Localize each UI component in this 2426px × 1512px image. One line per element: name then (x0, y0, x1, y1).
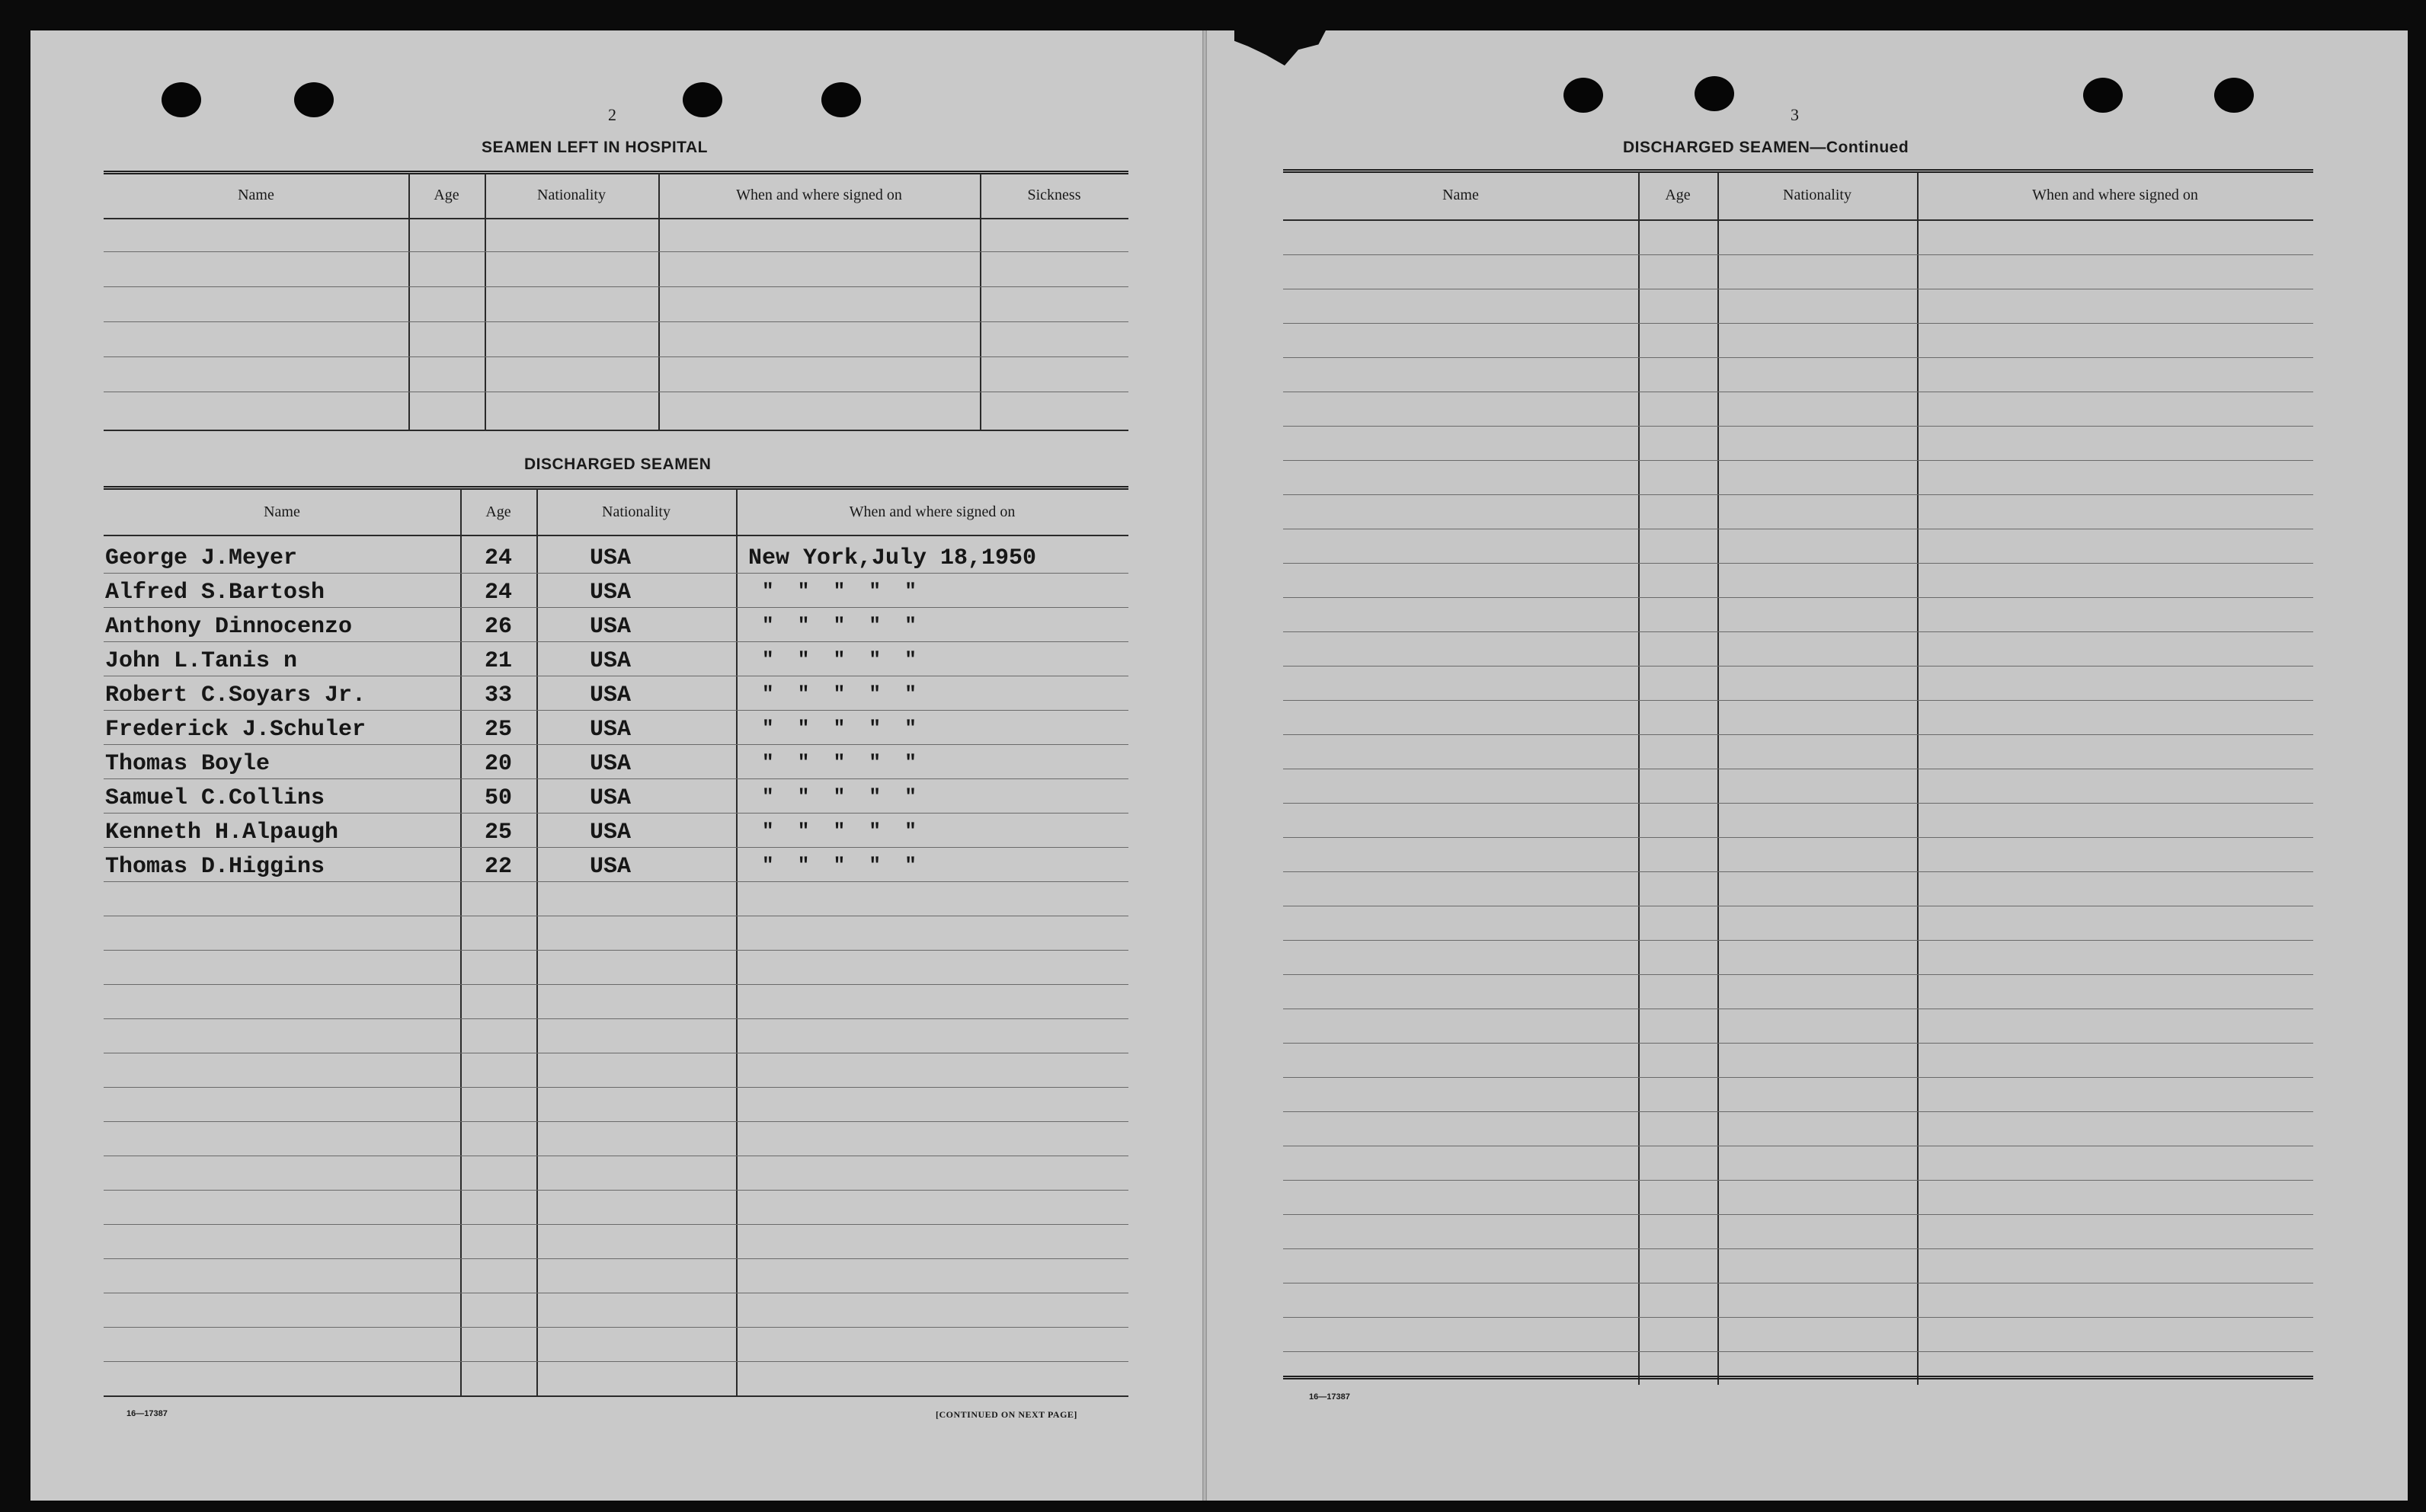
ruled-line (1283, 323, 2313, 324)
ruled-line (1283, 597, 2313, 598)
row-9-signed-on: " " " " " (762, 854, 917, 877)
row-4-signed-on: " " " " " (762, 682, 917, 705)
continued-col-age: Age (1665, 187, 1691, 203)
row-2-name: Anthony Dinnocenzo (105, 614, 353, 640)
punch-hole (1695, 76, 1734, 111)
row-0-name: George J.Meyer (105, 545, 298, 571)
ruled-line (104, 573, 1128, 574)
ruled-line (1283, 357, 2313, 358)
ruled-line (1283, 1214, 2313, 1215)
ruled-line (1283, 1248, 2313, 1249)
row-5-name: Frederick J.Schuler (105, 717, 366, 743)
ruled-line (104, 847, 1128, 848)
row-5-signed-on: " " " " " (762, 717, 917, 740)
hospital-col-signed-on: When and where signed on (736, 187, 902, 203)
row-2-nationality: USA (590, 614, 632, 640)
row-0-nationality: USA (590, 545, 632, 571)
ruled-line (104, 813, 1128, 814)
punch-hole (821, 82, 861, 117)
row-0-signed-on: New York,July 18,1950 (748, 545, 1037, 571)
row-8-nationality: USA (590, 820, 632, 846)
hospital-col-sickness: Sickness (1027, 187, 1081, 203)
ruled-line (1283, 563, 2313, 564)
ruled-line (104, 607, 1128, 608)
continued-col-name: Name (1442, 187, 1479, 203)
row-4-age: 33 (485, 682, 513, 708)
row-7-name: Samuel C.Collins (105, 785, 325, 811)
ruled-line (1283, 631, 2313, 632)
row-7-signed-on: " " " " " (762, 785, 917, 808)
ruled-line (1283, 803, 2313, 804)
row-0-age: 24 (485, 545, 513, 571)
punch-hole (294, 82, 334, 117)
row-9-nationality: USA (590, 854, 632, 880)
row-3-signed-on: " " " " " (762, 648, 917, 671)
ruled-line (1283, 734, 2313, 735)
ruled-line (104, 710, 1128, 711)
form-number-left: 16—17387 (126, 1409, 168, 1418)
punch-hole (2214, 78, 2254, 113)
row-7-age: 50 (485, 785, 513, 811)
hospital-col-name: Name (238, 187, 274, 203)
row-3-age: 21 (485, 648, 513, 674)
page-gutter (1202, 30, 1207, 1501)
ruled-line (1283, 1077, 2313, 1078)
ruled-line (104, 1018, 1128, 1019)
row-6-nationality: USA (590, 751, 632, 777)
ruled-line (1283, 1180, 2313, 1181)
row-5-age: 25 (485, 717, 513, 743)
ruled-line (104, 641, 1128, 642)
row-9-name: Thomas D.Higgins (105, 854, 325, 880)
ruled-line (1283, 1351, 2313, 1352)
discharged-col-signed-on: When and where signed on (849, 503, 1016, 520)
row-6-name: Thomas Boyle (105, 751, 270, 777)
discharged-continued-title (1623, 139, 1909, 157)
discharged-col-age: Age (485, 503, 511, 520)
continued-col-nationality: Nationality (1783, 187, 1852, 203)
form-number-right: 16—17387 (1309, 1392, 1350, 1402)
page-number: 2 (608, 105, 616, 124)
row-1-signed-on: " " " " " (762, 580, 917, 603)
row-4-name: Robert C.Soyars Jr. (105, 682, 366, 708)
row-2-signed-on: " " " " " (762, 614, 917, 637)
ruled-line (1283, 1317, 2313, 1318)
ruled-line (104, 984, 1128, 985)
row-7-nationality: USA (590, 785, 632, 811)
ruled-line (1283, 1043, 2313, 1044)
continued-col-signed-on: When and where signed on (2032, 187, 2198, 203)
ruled-line (1283, 254, 2313, 255)
row-6-age: 20 (485, 751, 513, 777)
ruled-line (1283, 460, 2313, 461)
row-9-age: 22 (485, 854, 513, 880)
ruled-line (1283, 974, 2313, 975)
page-number-right: 3 (1791, 105, 1799, 124)
discharged-col-nationality: Nationality (602, 503, 671, 520)
ruled-line (1283, 700, 2313, 701)
row-1-age: 24 (485, 580, 513, 606)
row-2-age: 26 (485, 614, 513, 640)
right-page (1204, 30, 2408, 1501)
ruled-line (104, 881, 1128, 882)
ruled-line (104, 744, 1128, 745)
row-3-nationality: USA (590, 648, 632, 674)
continued-note: [CONTINUED ON NEXT PAGE] (936, 1409, 1077, 1420)
hospital-section-title: SEAMEN LEFT IN HOSPITAL (482, 139, 708, 156)
ruled-line (1283, 871, 2313, 872)
ruled-line (104, 1361, 1128, 1362)
ruled-line (1283, 1111, 2313, 1112)
row-6-signed-on: " " " " " (762, 751, 917, 774)
ruled-line (104, 1224, 1128, 1225)
row-4-nationality: USA (590, 682, 632, 708)
ruled-line (1283, 494, 2313, 495)
ruled-line (104, 1258, 1128, 1259)
row-5-nationality: USA (590, 717, 632, 743)
punch-hole (162, 82, 201, 117)
ruled-line (1283, 426, 2313, 427)
row-1-name: Alfred S.Bartosh (105, 580, 325, 606)
discharged-section-title: DISCHARGED SEAMEN (524, 456, 712, 473)
row-1-nationality: USA (590, 580, 632, 606)
row-8-name: Kenneth H.Alpaugh (105, 820, 339, 846)
punch-hole (683, 82, 722, 117)
ruled-line (104, 1087, 1128, 1088)
ruled-line (1283, 940, 2313, 941)
ruled-line (104, 1190, 1128, 1191)
ruled-line (1283, 837, 2313, 838)
row-8-age: 25 (485, 820, 513, 846)
punch-hole (1563, 78, 1603, 113)
discharged-continued-suffix: —Continued (1810, 139, 1909, 156)
ruled-line (104, 1121, 1128, 1122)
ruled-line (104, 778, 1128, 779)
ruled-line (104, 950, 1128, 951)
discharged-col-name: Name (264, 503, 300, 520)
punch-hole (2083, 78, 2123, 113)
hospital-col-age: Age (434, 187, 459, 203)
hospital-col-nationality: Nationality (537, 187, 606, 203)
row-8-signed-on: " " " " " (762, 820, 917, 842)
ruled-line (104, 1327, 1128, 1328)
row-3-name: John L.Tanis n (105, 648, 298, 674)
discharged-continued-title-main: DISCHARGED SEAMEN (1623, 139, 1810, 156)
